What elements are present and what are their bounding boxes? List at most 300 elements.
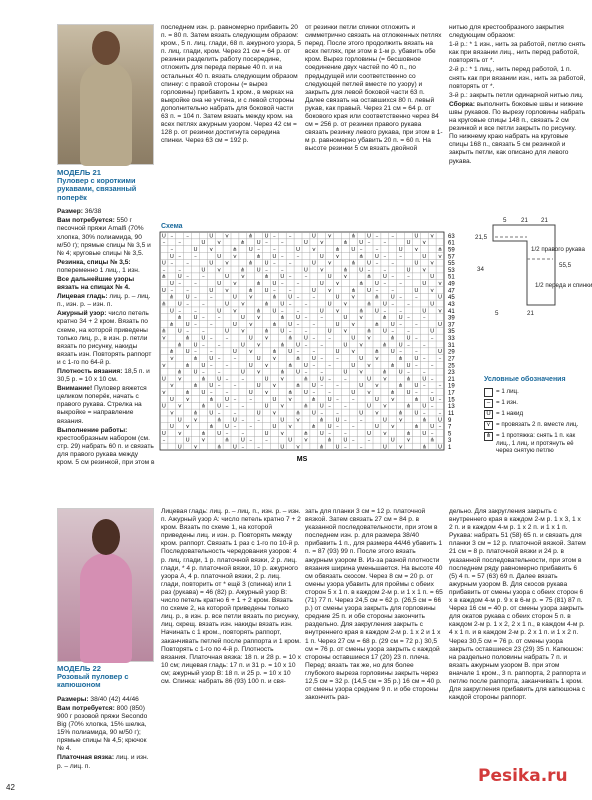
chart-stitch-symbol: U [390,349,395,356]
chart-stitch-symbol: ⋎ [351,321,356,328]
chart-stitch-symbol: – [399,349,402,356]
legend-title: Условные обозначения [484,376,566,383]
chart-stitch-symbol: ⋔ [208,396,214,403]
chart-stitch-symbol: – [257,444,260,451]
chart-stitch-symbol: U [225,328,230,335]
chart-stitch-symbol: – [438,410,442,417]
chart-stitch-symbol: U [406,240,411,247]
chart-stitch-symbol: U [185,437,190,444]
chart-stitch-symbol: ⋎ [327,260,332,267]
chart-stitch-symbol: – [202,369,205,376]
chart-stitch-symbol: – [178,281,182,287]
chart-stitch-symbol: ⋎ [232,253,237,260]
chart-stitch-symbol: ⋔ [374,321,380,328]
chart-stitch-symbol: ⋎ [422,267,427,274]
chart-stitch-symbol: – [194,253,197,260]
chart-stitch-symbol: U [209,355,214,362]
chart-stitch-symbol: ⋎ [177,403,182,410]
chart-stitch-symbol: ⋔ [193,355,198,362]
chart-stitch-symbol: ⋎ [382,403,387,410]
chart-stitch-symbol: – [383,281,387,287]
chart-stitch-symbol: U [438,349,443,356]
chart-stitch-symbol: – [391,328,395,335]
chart-stitch-symbol: ⋎ [390,424,395,431]
chart-stitch-symbol: ⋎ [272,383,277,390]
chart-stitch-symbol: – [265,437,268,444]
chart-stitch-symbol: – [257,246,260,253]
chart-stitch-symbol: ⋎ [185,424,190,431]
chart-row-number: 7 [448,424,452,431]
chart-stitch-symbol: U [248,390,253,396]
chart-title: Схема [161,223,183,230]
chart-stitch-symbol: U [438,444,443,451]
chart-stitch-symbol: – [178,240,182,247]
chart-stitch-symbol: ⋔ [287,335,293,342]
chart-stitch-symbol: U [232,444,237,451]
chart-stitch-symbol: – [241,430,245,437]
chart-stitch-symbol: U [272,308,277,315]
chart-stitch-symbol: – [328,403,331,410]
top-text-col-3 [305,24,445,220]
chart-stitch-symbol: – [217,342,221,349]
chart-stitch-symbol: – [288,233,292,240]
chart-stitch-symbol: – [336,410,339,417]
chart-stitch-symbol: ⋎ [406,437,411,444]
chart-stitch-symbol: – [399,321,402,328]
chart-stitch-symbol: U [256,240,261,247]
chart-stitch-symbol: – [336,396,339,403]
chart-stitch-symbol: ⋎ [272,355,277,362]
chart-stitch-symbol: U [264,403,269,410]
bottom-text-col-3 [305,508,445,792]
chart-stitch-symbol: – [194,308,197,315]
chart-stitch-symbol: U [177,274,182,281]
chart-stitch-symbol: U [209,383,214,390]
chart-stitch-symbol: U [296,315,301,322]
gauge-label: Плотность вязания: [57,368,123,375]
chart-stitch-symbol: – [233,424,237,431]
chart-stitch-symbol: ⋔ [279,315,285,322]
chart-stitch-symbol: U [296,342,301,349]
model-22-title: Розовый пуловер с капюшоном [57,672,129,690]
chart-stitch-symbol: – [304,369,308,376]
chart-stitch-symbol: U [225,424,230,431]
chart-stitch-symbol: – [407,274,410,281]
site-watermark: Pesika.ru [478,766,568,786]
chart-stitch-symbol: ⋔ [224,437,230,444]
chart-stitch-symbol: – [273,233,276,240]
chart-stitch-symbol: U [382,328,387,335]
chart-stitch-symbol: – [415,321,418,328]
chart-stitch-symbol: ⋔ [264,274,269,281]
chart-stitch-symbol: U [264,260,269,267]
chart-stitch-symbol: U [422,430,427,437]
chart-stitch-symbol: – [359,417,363,424]
chart-stitch-symbol: ⋎ [185,396,190,403]
chart-stitch-symbol: ⋎ [217,267,222,274]
chart-row-number: 55 [448,261,455,268]
chart-stitch-symbol: – [170,233,174,240]
chart-stitch-symbol: U [311,287,316,294]
chart-stitch-symbol: ⋔ [161,274,167,281]
legend-item-text: = 1 изн. [496,399,518,407]
chart-row-number: 49 [448,281,455,288]
chart-stitch-symbol: ⋔ [240,240,246,247]
chart-stitch-symbol: ⋎ [280,376,285,383]
chart-stitch-symbol: – [233,396,237,403]
sch-label-555: 55,5 [559,262,572,269]
chart-stitch-symbol: U [335,444,340,451]
chart-stitch-symbol: U [232,417,237,424]
chart-stitch-symbol: – [312,362,316,369]
chart-stitch-symbol: – [241,417,245,424]
chart-stitch-symbol: U [398,369,403,376]
chart-row-number: 33 [448,336,455,342]
model-21-column [57,168,155,498]
col3-text: от резинки петли спинки отложить и симметрично связать на отложенных петлях перед. После этого продолжить вязать на всех петлях, при этом в 1-м р. убавить обе кром. Вырез горловины (= бесшовное соединение двух частей по 40 п., по предыдущей или соответственно со следующей петлей вместе по узору) и закрыть для левой боковой части 63 п. Далее связать на оставшихся 80 п. левый рукав, как правый. Через 21 см = 64 р. от бокового края или соответственно через 84 см = 256 р. от резинки правого рукава связать резинку левого рукава, при этом в 1-м р. равномерно убавить 20 п. = 60 п. На высоте резинки 5 см вязать двойной [305,24,443,153]
chart-stitch-symbol: – [415,294,418,301]
chart-stitch-symbol: U [390,321,395,328]
chart-stitch-symbol: ⋎ [438,308,443,315]
chart-stitch-symbol: U [438,321,443,328]
chart-stitch-symbol: – [438,424,442,431]
model-21-title: Пуловер с короткими рукавами, связанный поперёк [57,176,137,202]
chart-stitch-symbol: U [319,430,324,437]
chart-stitch-symbol: U [240,437,245,444]
legend-item-text: = 1 протяжка: снять 1 п. как лиц., 1 лиц. и протянуть её через снятую петлю [496,432,576,454]
chart-stitch-symbol: ⋎ [248,294,253,301]
ms-label: MS [296,456,308,463]
chart-stitch-symbol: – [225,390,229,396]
chart-stitch-symbol: U [280,328,285,335]
note-label: Внимание! [57,385,93,393]
chart-stitch-symbol: U [209,233,214,240]
chart-stitch-symbol: ⋎ [319,267,324,274]
chart-stitch-symbol: ⋎ [161,390,166,396]
chart-stitch-symbol: ⋎ [367,335,372,342]
chart-stitch-symbol: ⋎ [430,287,435,294]
chart-stitch-symbol: ⋎ [280,430,285,437]
chart-stitch-symbol: – [249,437,253,444]
chart-stitch-symbol: U [217,376,222,383]
chart-stitch-symbol: ⋎ [248,349,253,356]
chart-stitch-symbol: U [193,246,198,253]
sch-label-21c: 21 [527,310,534,317]
chart-stitch-symbol: ⋔ [303,430,309,437]
chart-stitch-symbol: ⋔ [248,260,254,267]
chart-row-number: 59 [448,247,455,254]
chart-stitch-symbol: ⋎ [335,253,340,260]
chart-stitch-symbol: – [320,369,324,376]
chart-stitch-symbol: ⋎ [438,253,443,260]
chart-stitch-symbol: – [296,294,300,301]
m22-need-value: 800 (850) 900 г розовой пряжи Secondo Big (70% хлопка, 15% шелка, 15% полиамида, 90 м/50 г); прямые спицы № 4,5; крючок № 4. [57,704,148,753]
col2b-text: Лицевая гладь: лиц. р. – лиц. п., изн. р. – изн. п. Ажурный узор А: число петель кратно 7 + 2 кром. Вязать по схеме 1, на которой приведены лиц. и изн. р. Повторять между кром. раппорт. Связать 1 раз с 1-го по 10-й р. Последовательность чередования узоров: 4 р. лиц. глади, 1 р. платочной вязки, 2 р. лиц. глади, * 4 р. платочной вязки, 10 р. ажурного узора А, 4 р. платочной вязки, 2 р. лиц. глади, повторить от * ещё 3 (спинка) или 1 раз (рукава) = 46 (82) р. Ажурный узор В: число петель кратно 6 + 1 + 2 кром. Вязать по схеме 2, на которой приведены только лиц. р., в изн. р. все петли вязать по рисунку, лиц. скрещ. вязать изн. накиды вязать изн. Начинать с 1 кром., повторять раппорт, заканчивать петлей после раппорта и 1 кром. Повторять с 1-го по 4-й р. Плотность вязания. Платочная вязка: 18 п. и 28 р. = 10 х 10 см; лицевая гладь: 17 п. и 31 р. = 10 х 10 см; ажурный узор В: 18 п. и 25 р. = 10 х 10 см. Спинка: набрать 86 (93) 100 п. и свя- [161,508,301,685]
chart-stitch-symbol: U [288,437,293,444]
chart-stitch-symbol: ⋔ [437,246,443,253]
chart-stitch-symbol: U [303,240,308,247]
chart-stitch-symbol: ⋎ [367,362,372,369]
chart-stitch-symbol: – [399,253,402,260]
stitch-chart [160,232,472,464]
chart-stitch-symbol: – [217,383,221,390]
chart-stitch-symbol: ⋎ [382,430,387,437]
chart-stitch-symbol: ⋎ [232,308,237,315]
chart-stitch-symbol: – [351,424,355,431]
chart-stitch-symbol: U [359,383,364,390]
chart-stitch-symbol: ⋔ [390,335,396,342]
chart-stitch-symbol: – [399,281,402,287]
legend-item-knit [484,388,584,397]
chart-stitch-symbol: ⋎ [169,410,174,417]
chart-stitch-symbol: ⋔ [193,410,198,417]
chart-stitch-symbol: ⋎ [240,301,245,308]
rib-para [57,259,155,275]
chart-stitch-symbol: ⋔ [382,342,388,349]
chart-stitch-symbol: U [311,355,316,362]
chart-stitch-symbol: – [344,417,347,424]
chart-stitch-symbol: ⋎ [327,287,332,294]
chart-stitch-symbol: – [186,274,189,281]
chart-stitch-symbol: – [304,315,308,322]
chart-stitch-symbol: – [296,349,300,356]
chart-stitch-symbol: U [430,396,435,403]
lace-label: Ажурный узор: [57,310,107,318]
chart-stitch-symbol: ⋎ [193,444,198,451]
chart-stitch-symbol: ⋎ [256,315,261,322]
chart-stitch-symbol: ⋎ [256,369,261,376]
chart-stitch-symbol: U [351,246,356,253]
chart-stitch-symbol: – [186,287,189,294]
chart-stitch-symbol: ⋎ [264,362,269,369]
chart-stitch-symbol: – [241,403,245,410]
chart-stitch-symbol: – [344,444,347,451]
chart-stitch-symbol: – [407,301,410,308]
chart-stitch-symbol: U [240,369,245,376]
chart-stitch-symbol: – [280,308,284,315]
chart-stitch-symbol: – [170,246,174,253]
m22-purl-label: Платочная вязка: [57,754,115,762]
chart-stitch-symbol: ⋔ [374,349,380,356]
chart-stitch-symbol: ⋔ [272,349,277,356]
chart-stitch-symbol: ⋔ [216,444,222,451]
chart-stitch-symbol: – [288,328,292,335]
m22-need-label: Вам потребуется: [57,704,115,712]
chart-stitch-symbol: ⋔ [279,369,285,376]
chart-stitch-symbol: ⋔ [185,335,190,342]
chart-row-number: 9 [448,417,452,424]
chart-stitch-symbol: ⋎ [367,390,372,396]
lace-value: число петель кратно 34 + 2 кром. Вязать по схеме, на которой приведены только лиц. р., в изн. р. петли вязать по рисунку, накиды вязать изн. Повторять раппорт и с 1-го по 64-й р. [57,310,152,366]
chart-stitch-symbol: – [383,267,387,274]
chart-stitch-symbol: – [375,233,379,240]
chart-stitch-symbol: – [178,308,182,315]
chart-stitch-symbol: – [304,274,308,281]
chart-stitch-symbol: – [225,376,229,383]
chart-stitch-symbol: ⋎ [390,396,395,403]
chart-stitch-symbol: – [430,335,434,342]
chart-stitch-symbol: – [422,410,426,417]
chart-stitch-symbol: U [319,308,324,315]
legend-item-skp [484,432,584,454]
chart-stitch-symbol: – [304,342,308,349]
sch-label-sleeve: 1/2 правого рукава [531,246,585,253]
chart-stitch-symbol: ⋎ [359,342,364,349]
chart-stitch-symbol: – [415,362,418,369]
chart-stitch-symbol: ⋔ [201,376,206,383]
chart-stitch-symbol: ⋔ [248,233,254,240]
model-22-photo [57,508,154,662]
need-label: Вам потребуется: [57,217,115,225]
chart-stitch-symbol: U [201,240,206,247]
chart-stitch-symbol: U [367,233,372,240]
chart-stitch-symbol: U [343,315,348,322]
chart-stitch-symbol: ⋔ [248,287,254,294]
m22-size-value: 38/40 (42) 44/46 [88,695,139,703]
chart-stitch-symbol: ⋔ [382,315,388,322]
chart-stitch-symbol: U [319,376,324,383]
chart-stitch-symbol: U [359,267,364,274]
st-para [57,293,155,309]
yarn-over-symbol-icon: U [484,410,493,419]
chart-stitch-symbol: – [178,267,182,274]
chart-stitch-symbol: ⋔ [264,328,269,335]
top-text-col-4 [449,24,586,212]
chart-stitch-symbol: ⋎ [343,328,348,335]
chart-stitch-symbol: – [194,294,197,301]
chart-stitch-symbol: – [351,437,355,444]
chart-stitch-symbol: ⋎ [248,321,253,328]
chart-stitch-symbol: U [430,274,435,281]
chart-stitch-symbol: ⋔ [311,396,317,403]
chart-stitch-symbol: – [178,253,182,260]
chart-stitch-symbol: U [177,301,182,308]
chart-stitch-symbol: U [288,294,293,301]
chart-stitch-symbol: – [202,342,205,349]
chart-stitch-symbol: U [177,417,182,424]
chart-stitch-symbol: – [273,287,276,294]
chart-row-number: 23 [448,370,455,377]
chart-stitch-symbol: ⋔ [335,246,340,253]
chart-stitch-symbol: – [407,328,410,335]
chart-stitch-symbol: ⋔ [429,437,435,444]
chart-stitch-symbol: – [217,369,221,376]
chart-stitch-symbol: – [415,349,418,356]
chart-stitch-symbol: ⋔ [406,376,411,383]
m22-size-para [57,696,155,704]
chart-stitch-symbol: – [351,396,355,403]
chart-row-number: 19 [448,383,455,390]
chart-stitch-symbol: ⋔ [279,342,285,349]
chart-row-number: 47 [448,288,455,295]
chart-stitch-symbol: – [209,390,213,396]
chart-stitch-symbol: U [185,321,190,328]
chart-stitch-symbol: U [303,362,308,369]
chart-stitch-symbol: ⋎ [374,355,379,362]
page-number: 42 [6,783,15,792]
chart-stitch-symbol: – [438,383,442,390]
chart-stitch-symbol: ⋎ [272,410,277,417]
chart-stitch-symbol: ⋎ [256,342,261,349]
chart-stitch-symbol: – [320,410,324,417]
chart-stitch-symbol: U [201,335,206,342]
legend-item-text: = 1 накид [496,410,524,418]
chart-stitch-symbol: – [225,362,229,369]
chart-stitch-symbol: – [336,424,339,431]
chart-stitch-symbol: ⋔ [390,362,396,369]
chart-stitch-symbol: U [280,417,285,424]
chart-stitch-symbol: ⋎ [225,260,230,267]
m22-purl-value: лиц. и изн. р. – лиц. п. [57,754,149,770]
chart-stitch-symbol: U [422,253,427,260]
chart-stitch-symbol: ⋔ [303,403,309,410]
col4-text: нитью для крестообразного закрытия следующим образом: [449,24,564,40]
chart-stitch-symbol: U [240,342,245,349]
chart-stitch-symbol: – [217,355,221,362]
chart-stitch-symbol: U [430,328,435,335]
legend-item-k2tog [484,421,584,430]
chart-stitch-symbol: ⋎ [217,240,222,247]
chart-stitch-symbol: ⋔ [256,281,261,287]
chart-stitch-symbol: U [272,253,277,260]
chart-stitch-symbol: – [399,308,402,315]
chart-stitch-symbol: U [209,410,214,417]
chart-stitch-symbol: – [328,376,331,383]
chart-stitch-symbol: ⋔ [358,281,364,287]
chart-stitch-symbol: ⋎ [430,260,435,267]
chart-stitch-symbol: U [248,335,253,342]
chart-row-number: 57 [448,254,455,261]
chart-stitch-symbol: U [335,349,340,356]
chart-stitch-symbol: U [414,383,419,390]
chart-row-number: 61 [448,240,455,247]
assembly-value: выполнить боковые швы и нижние швы рукавов. По вырезу горловины набрать на круговые спицы 148 п., связать 2 см резинкой и все петли закрыть по рисунку. По нижнему краю набрать на круговые спицы 168 п., связать 5 см резинкой и закрыть петли, как описано для левого рукава. [449,100,586,165]
col4b-text: дельно. Для закругления закрыть с внутреннего края в каждом 2-м р. 1 х 3, 1 х 2 п. и в каждом 4-м р. 1 х 2 п. и 1 х 1 п. Рукава: набрать 51 (58) 65 п. и связать для планки 3 см = 12 р. платочной вязкой. Затем 21 см = 8 р. платочной вязки и 24 р. в указанной последовательности, при этом в последнем ряду равномерно прибавить 6 (5) 4 п. = 57 (63) 69 п. Далее вязать ажурным узором В. Для скосов рукава прибавить от смены узора с обеих сторон 6 х в каждом 4-м р. 9 х в 6-м р. = 75 (81) 87 п. Через 16 см = 40 р. от смены узора закрыть для окатов рукава с обеих сторон 5 п. в каждом 2-м р. 1 х 2, 2 х 1 п., в каждом 4-м р. 4 х 1 п. и в каждом 2-м р. 2 х 1 п. и 1 х 2 п. Через 30,5 см = 76 р. от смены узора закрыть оставшиеся 23 (29) 35 п. Капюшон: на раздельно половины набрать 7 п. и вязать ажурным узором В. при этом вначале 1 кром., 3 п. раппорта, 2 раппорта и петлю после раппорта, заканчивать 1 кром. Для закругления прибавить для капюшона с каждой стороны раппорт. [449,508,586,702]
chart-stitch-symbol: U [201,362,206,369]
chart-stitch-symbol: – [265,240,268,247]
chart-stitch-symbol: ⋔ [169,321,175,328]
chart-stitch-symbol: U [264,376,269,383]
chart-stitch-symbol: ⋎ [177,430,182,437]
chart-stitch-symbol: – [194,281,197,287]
chart-stitch-symbol: U [169,281,174,287]
chart-row-number: 35 [448,329,455,336]
chart-stitch-symbol: U [327,274,332,281]
rib-label: Резинка, спицы № 3,5: [57,258,131,266]
chart-stitch-symbol: U [169,253,174,260]
chart-stitch-symbol: ⋎ [398,444,403,451]
sch-label-body: 1/2 переда и спинки [535,282,592,289]
chart-stitch-symbol: – [265,267,268,274]
bottom-text-col-2 [161,508,301,792]
chart-stitch-symbol: – [186,301,189,308]
sch-label-21a: 21 [521,217,528,224]
chart-stitch-symbol: ⋎ [240,328,245,335]
chart-stitch-symbol: ⋎ [296,444,301,451]
chart-stitch-symbol: ⋔ [319,417,325,424]
chart-stitch-symbol: U [414,260,419,267]
chart-stitch-symbol: – [233,383,237,390]
chart-stitch-symbol: ⋎ [193,417,198,424]
chart-row-number: 11 [448,410,455,417]
chart-stitch-symbol: U [201,390,206,396]
chart-stitch-symbol: U [414,410,419,417]
chart-stitch-symbol: U [209,260,214,267]
chart-stitch-symbol: U [406,362,411,369]
chart-stitch-symbol: – [273,260,276,267]
chart-stitch-symbol: ⋎ [264,335,269,342]
chart-stitch-symbol: U [280,444,285,451]
